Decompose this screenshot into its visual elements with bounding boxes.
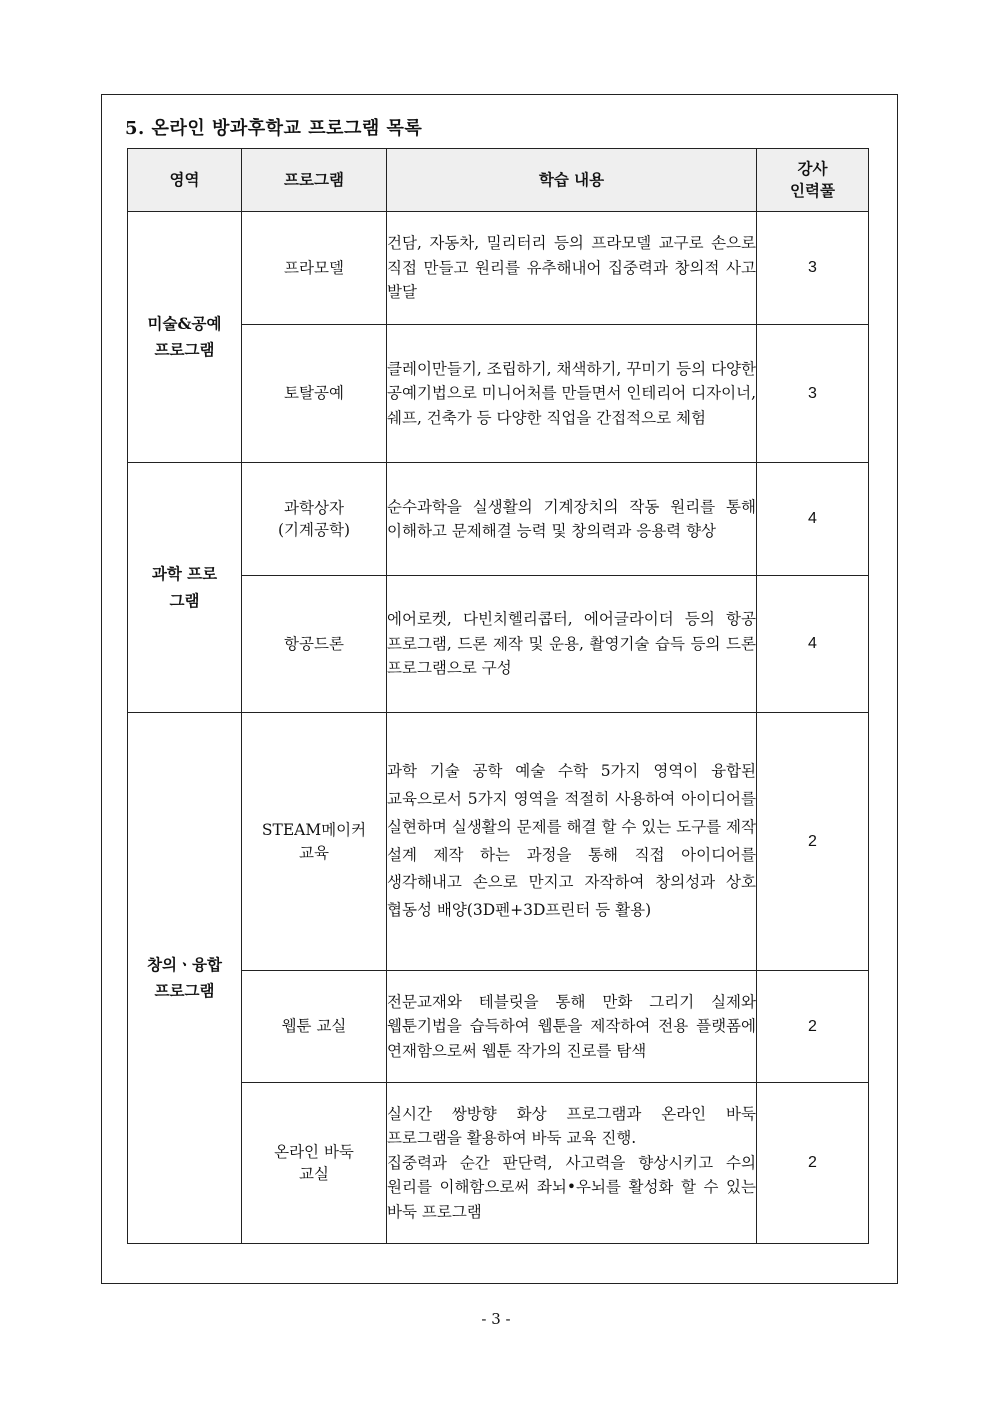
header-program: 프로그램 xyxy=(242,149,387,212)
program-name-cell xyxy=(242,325,387,463)
header-content: 학습 내용 xyxy=(387,149,757,212)
program-name: 항공드론 xyxy=(284,634,344,653)
instructor-count-cell: 3 xyxy=(757,212,869,325)
program-name-cell xyxy=(242,212,387,325)
program-content-cell xyxy=(387,1083,757,1244)
program-name: STEAM메이커 xyxy=(261,821,367,840)
area-line2: 프로그램 xyxy=(154,981,215,1000)
content-paragraph: 집중력과 순간 판단력, 사고력을 향상시키고 수의 원리를 이해함으로써 좌뇌•우뇌를 활성화 할 수 있는 바둑 프로그램 xyxy=(387,1153,756,1221)
area-cell-creative-convergence xyxy=(128,713,242,1244)
program-content-cell: 클레이만들기, 조립하기, 채색하기, 꾸미기 등의 다양한 공예기법으로 미니어처를 만들면서 인테리어 디자이너, 쉐프, 건축가 등 다양한 직업을 간접적으로 체험 xyxy=(387,325,757,463)
program-content-cell: 건담, 자동차, 밀리터리 등의 프라모델 교구로 손으로 직접 만들고 원리를 유추해내어 집중력과 창의적 사고 발달 xyxy=(387,212,757,325)
program-name-cell xyxy=(242,1083,387,1244)
table-row xyxy=(128,713,869,971)
instructor-count-cell: 4 xyxy=(757,576,869,713)
instructor-count-cell: 2 xyxy=(757,713,869,971)
instructor-count-cell: 3 xyxy=(757,325,869,463)
area-line2: 프로그램 xyxy=(154,340,215,359)
program-name-cell xyxy=(242,463,387,576)
program-content-cell: 전문교재와 테블릿을 통해 만화 그리기 실제와 웹툰기법을 습득하여 웹툰을 제작하여 전용 플랫폼에 연재함으로써 웹툰 작가의 진로를 탐색 xyxy=(387,971,757,1083)
instructor-count-cell: 2 xyxy=(757,971,869,1083)
area-line2: 그램 xyxy=(169,590,200,610)
program-name-sub: (기계공학) xyxy=(278,521,350,539)
table-header-row xyxy=(128,149,869,212)
page-number: - 3 - xyxy=(481,1310,511,1328)
instructor-count-cell: 4 xyxy=(757,463,869,576)
table-row xyxy=(128,212,869,325)
program-content-cell: 순수과학을 실생활의 기계장치의 작동 원리를 통해 이해하고 문제해결 능력 및 창의력과 응용력 향상 xyxy=(387,463,757,576)
content-paragraph: 실시간 쌍방향 화상 프로그램과 온라인 바둑 프로그램을 활용하여 바둑 교육 진행. xyxy=(387,1104,756,1148)
program-name: 온라인 바둑 xyxy=(274,1142,354,1161)
area-cell-science xyxy=(128,463,242,713)
instructor-count-cell: 2 xyxy=(757,1083,869,1244)
program-name-sub: 교실 xyxy=(299,1165,329,1183)
table-row xyxy=(128,463,869,576)
program-name-cell xyxy=(242,713,387,971)
program-name-cell xyxy=(242,971,387,1083)
program-name-sub: 교육 xyxy=(299,843,329,862)
area-line1: 미술&공예 xyxy=(147,313,222,333)
program-name: 과학상자 xyxy=(284,498,344,517)
header-instructor-line2: 인력풀 xyxy=(790,181,835,200)
program-table xyxy=(127,148,869,1244)
header-instructor-line1: 강사 xyxy=(797,158,828,178)
area-line1: 과학 프로 xyxy=(151,564,218,584)
header-instructor-pool xyxy=(757,149,869,212)
program-name: 토탈공예 xyxy=(284,384,344,403)
program-name: 프라모델 xyxy=(284,258,344,277)
program-name-cell xyxy=(242,576,387,713)
program-content-cell: 과학 기술 공학 예술 수학 5가지 영역이 융합된 교육으로서 5가지 영역을 적절히 사용하여 아이디어를 실현하며 실생활의 문제를 해결 할 수 있는 도구를 제작 설계 제작 하는 과정을 통해 직접 아이디어를 생각해내고 손으로 만지고 자작하여 창의성과 상호 협동성 배양(3D펜+3D프린터 등 활용) xyxy=(387,713,757,971)
section-title: 5. 온라인 방과후학교 프로그램 목록 xyxy=(125,118,423,139)
program-content-cell: 에어로켓, 다빈치헬리콥터, 에어글라이더 등의 항공 프로그램, 드론 제작 및 운용, 촬영기술 습득 등의 드론 프로그램으로 구성 xyxy=(387,576,757,713)
area-cell-art-craft xyxy=(128,212,242,463)
program-name: 웹툰 교실 xyxy=(281,1017,347,1036)
header-area: 영역 xyxy=(128,149,242,212)
area-line1: 창의ㆍ융합 xyxy=(147,954,222,974)
